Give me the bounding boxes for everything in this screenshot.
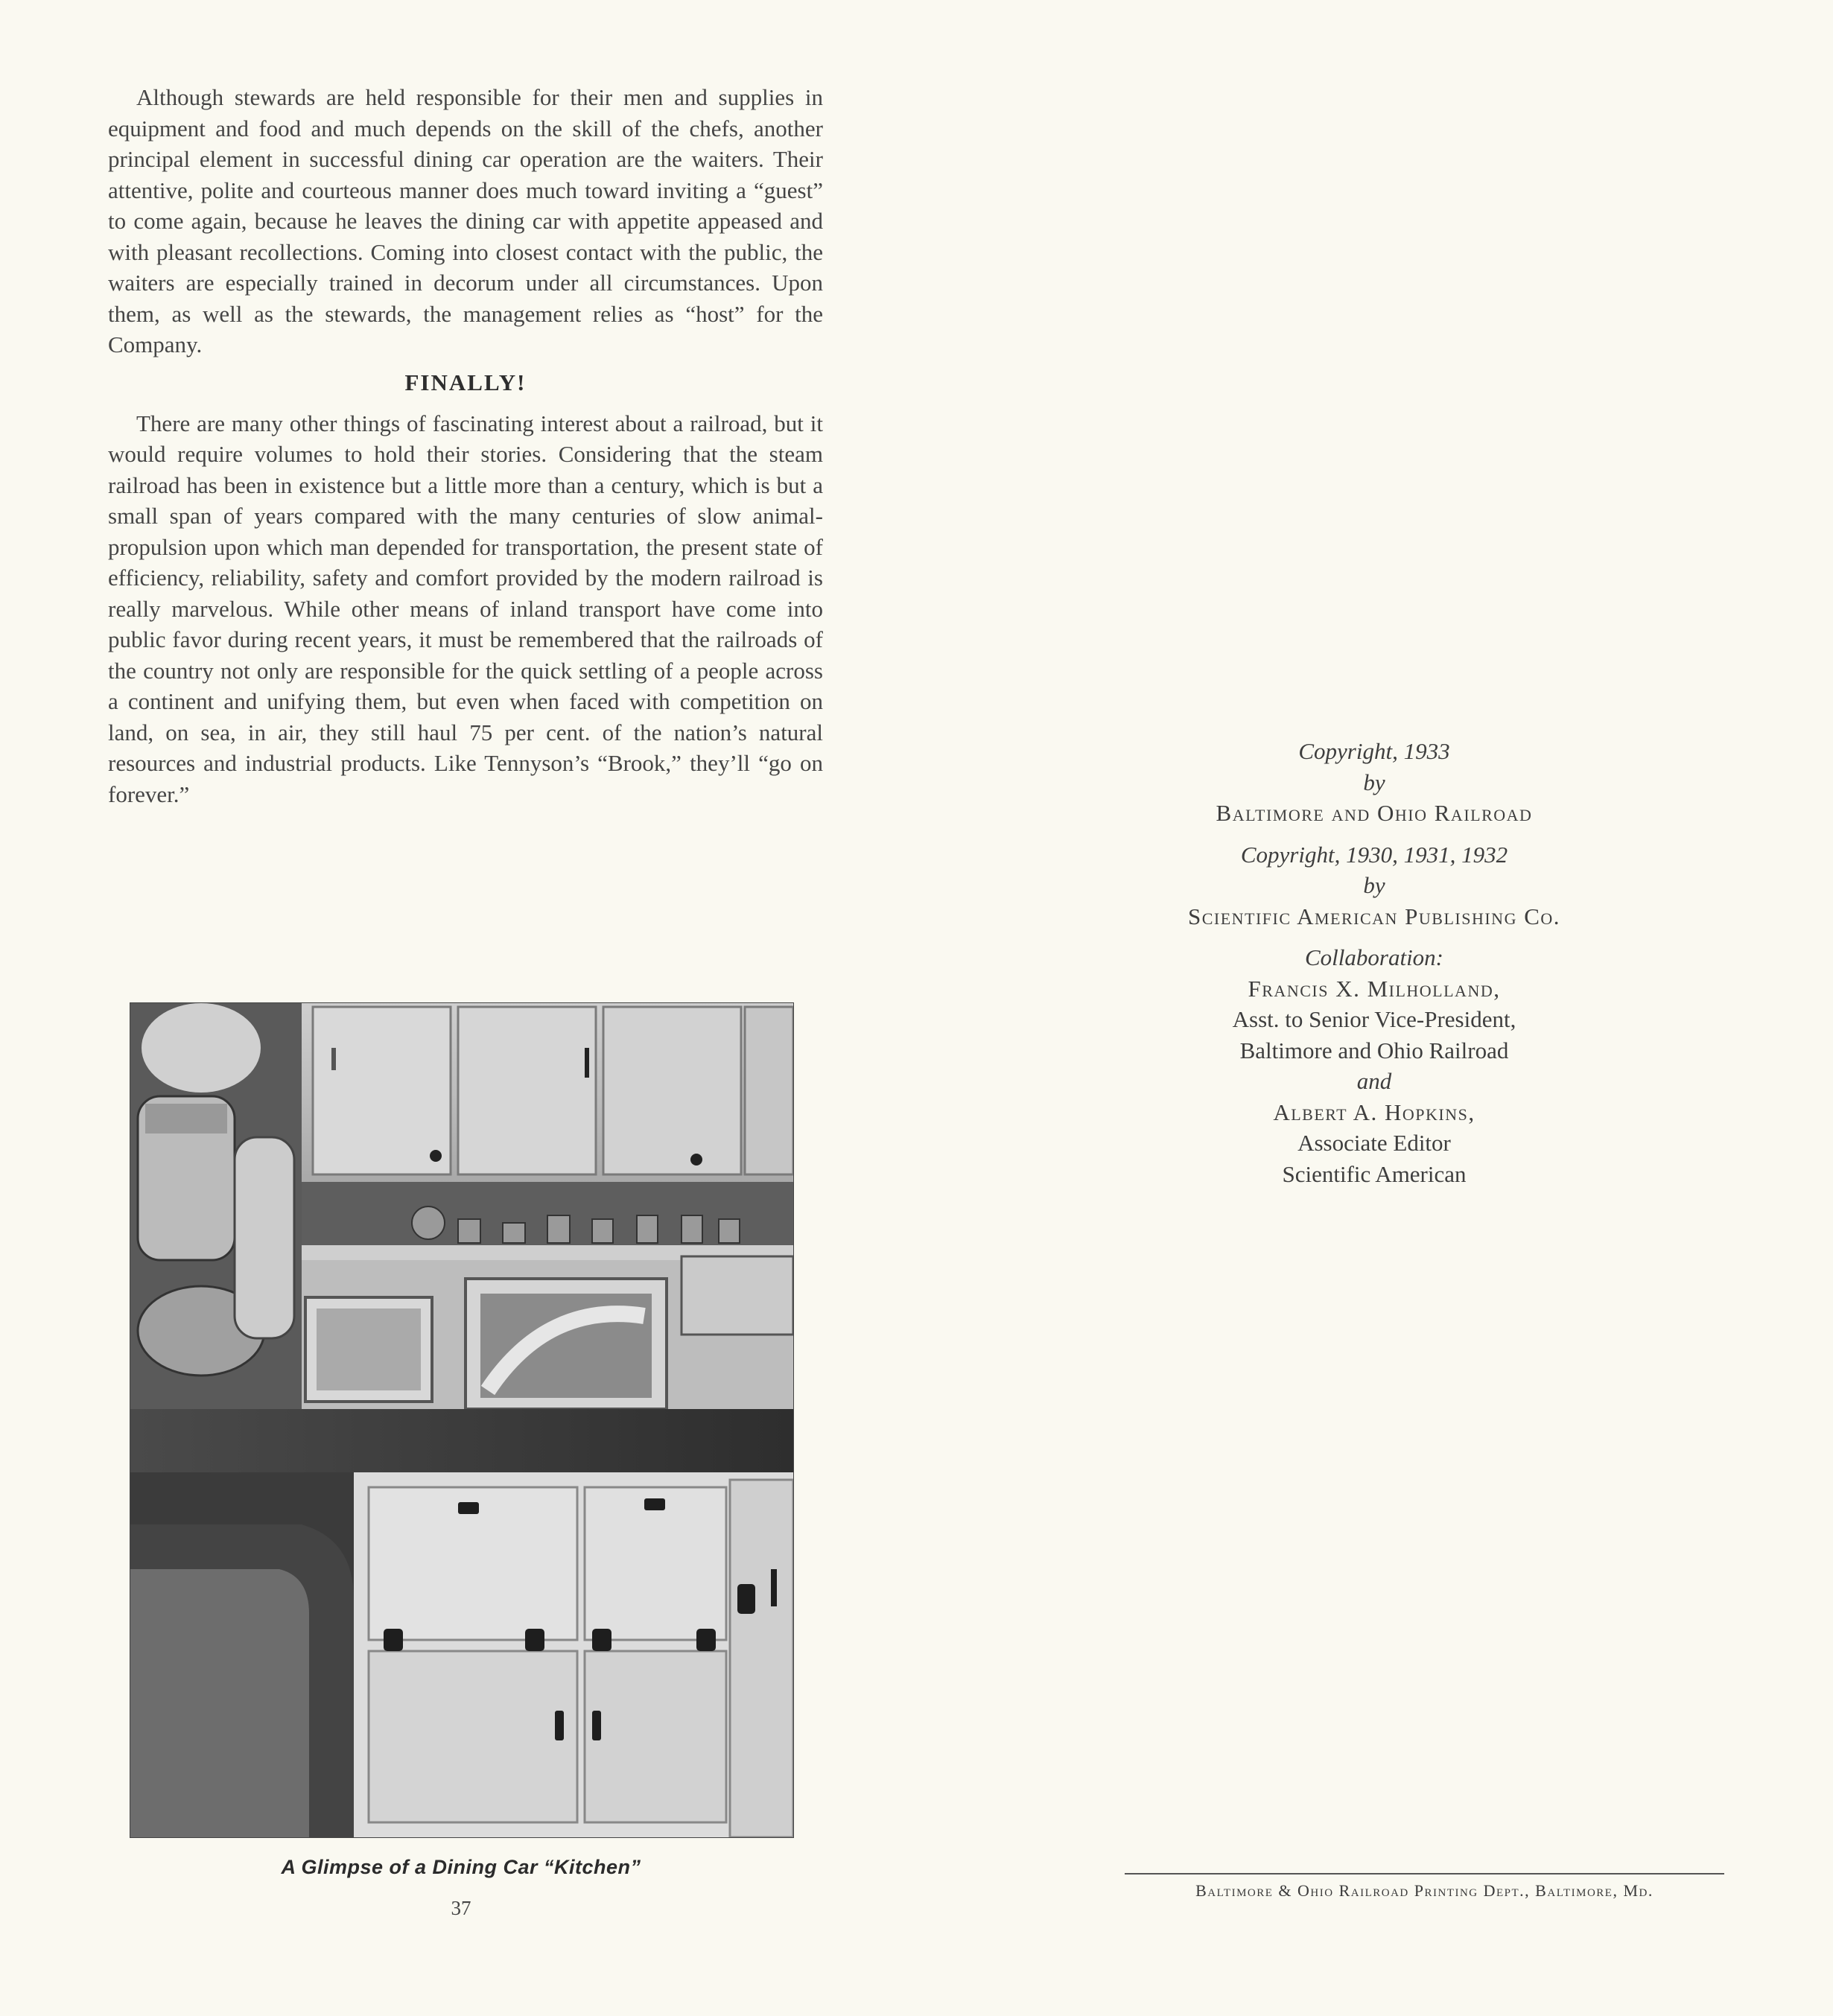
body-paragraph: Although stewards are held responsible for their men and supplies in equipment and food and much depends on the skill of the chefs, another principal element in successful dining car operation are the waiters. Their attentive, polite and courteous manner does much toward inviting a “guest” to come again, because he leaves the dining car with appetite appeased and with pleasant recollections. Coming into closest contact with the public, the waiters are especially trained in decorum under all circumstances. Upon them, as well as the stewards, the management relies as “host” for the Company. (108, 84, 823, 357)
left-column (108, 82, 823, 810)
copyright-block (1080, 736, 1668, 1189)
copyright-line: Copyright, 1933 (1298, 738, 1450, 764)
kitchen-photo (130, 1002, 794, 1838)
copyright-holder: Baltimore and Ohio Railroad (1216, 800, 1533, 826)
collaborator-org: Scientific American (1282, 1160, 1467, 1187)
collaborator-title: Associate Editor (1297, 1130, 1451, 1156)
photo-caption: A Glimpse of a Dining Car “Kitchen” (281, 1856, 641, 1878)
kitchen-photo-illustration (130, 1003, 793, 1837)
by-line: by (1363, 872, 1385, 898)
collaborator-title: Asst. to Senior Vice-President, (1232, 1006, 1516, 1032)
collaborator-name: Albert A. Hopkins, (1273, 1098, 1475, 1125)
collaborator-name: Francis X. Milholland, (1248, 975, 1501, 1002)
footer-rule (1125, 1873, 1724, 1875)
copyright-line: Copyright, 1930, 1931, 1932 (1240, 841, 1508, 868)
collaboration-label: Collaboration: (1304, 944, 1443, 970)
copyright-holder: Scientific American Publishing Co. (1187, 903, 1561, 929)
and-line: and (1356, 1068, 1392, 1094)
by-line: by (1363, 769, 1385, 795)
section-heading: FINALLY! (404, 369, 527, 395)
page-number: 37 (451, 1897, 471, 1919)
collaborator-org: Baltimore and Ohio Railroad (1239, 1037, 1509, 1063)
printer-imprint: Baltimore & Ohio Railroad Printing Dept., Baltimore, Md. (1195, 1881, 1653, 1900)
body-paragraph: There are many other things of fascinating interest about a railroad, but it would require volumes to hold their stories. Considering that the steam railroad has been in existence but a little more than a century, which is but a small span of years compared with the many centuries of slow animal-propulsion upon which man depended for transportation, the present state of efficiency, reliability, safety and comfort provided by the modern railroad is really marvelous. While other means of inland transport have come into public favor during recent years, it must be remembered that the railroads of the country not only are responsible for the quick settling of a people across a continent and unifying them, but even when faced with competition on land, on sea, in air, they still haul 75 per cent. of the nation’s natural resources and industrial products. Like Tennyson’s “Brook,” they’ll “go on forever.” (108, 410, 823, 807)
